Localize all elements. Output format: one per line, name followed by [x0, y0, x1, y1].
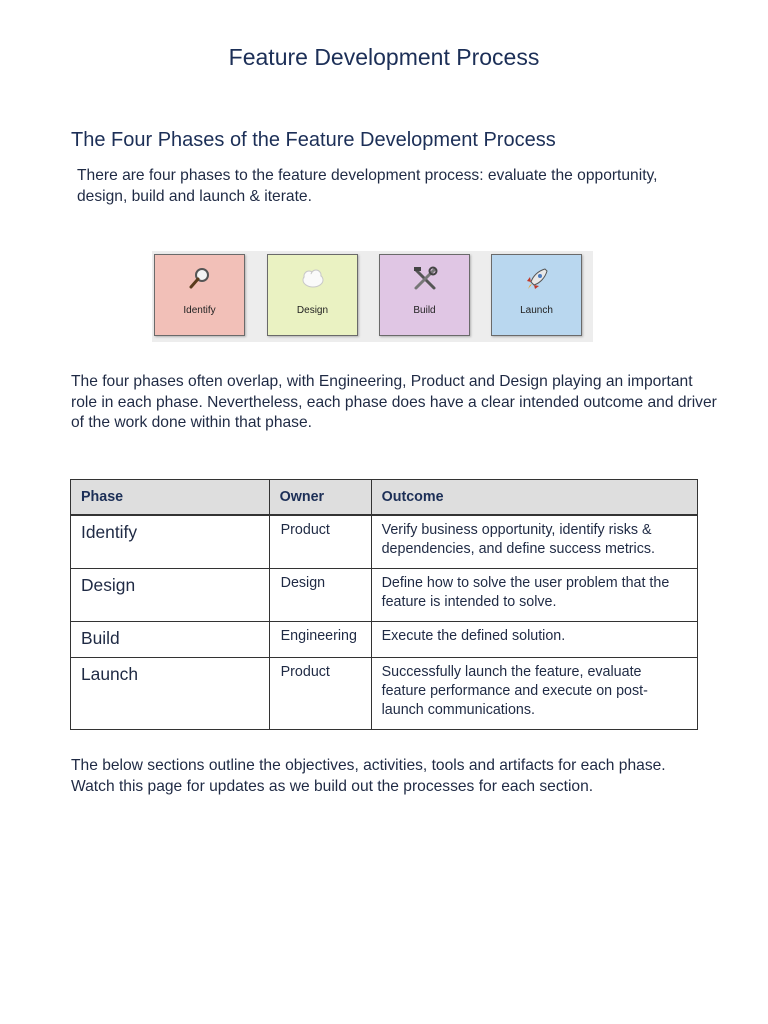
phase-box-launch — [491, 254, 582, 336]
column-header-outcome: Outcome — [371, 480, 697, 516]
cell-owner: Engineering — [269, 621, 371, 657]
overlap-paragraph: The four phases often overlap, with Engineering, Product and Design playing an important role in each phase. Nevertheless, each phase does have a clear intended outcome and driver of the work done within that phase. — [71, 373, 717, 432]
phase-box-identify — [154, 254, 245, 336]
cell-owner: Design — [269, 568, 371, 621]
cell-phase: Build — [71, 621, 270, 657]
tools-icon — [380, 265, 469, 293]
phase-box-label: Build — [413, 305, 436, 316]
table-row — [71, 621, 698, 657]
phase-diagram — [152, 251, 593, 342]
intro-paragraph: There are four phases to the feature development process: evaluate the opportunity, design, build and launch & iterate. — [77, 167, 658, 205]
phase-box-design — [267, 254, 358, 336]
cell-outcome: Define how to solve the user problem that the feature is intended to solve. — [371, 568, 697, 621]
table-row — [71, 657, 698, 729]
table-header-row — [71, 480, 698, 516]
cell-owner: Product — [269, 515, 371, 568]
table-row — [71, 568, 698, 621]
cell-phase: Launch — [71, 657, 270, 729]
phase-box-label: Launch — [520, 305, 553, 316]
cell-outcome: Verify business opportunity, identify risks & dependencies, and define success metrics. — [371, 515, 697, 568]
page-title: Feature Development Process — [228, 44, 540, 70]
column-header-phase: Phase — [71, 480, 270, 516]
table-row — [71, 515, 698, 568]
phases-table — [70, 479, 698, 730]
phase-box-build — [379, 254, 470, 336]
magnifier-icon — [155, 265, 244, 293]
section-heading: The Four Phases of the Feature Development Process — [71, 129, 556, 151]
cloud-icon — [268, 265, 357, 293]
cell-outcome: Successfully launch the feature, evaluate feature performance and execute on post-launch communications. — [371, 657, 697, 729]
cell-phase: Identify — [71, 515, 270, 568]
cell-phase: Design — [71, 568, 270, 621]
column-header-owner: Owner — [269, 480, 371, 516]
closing-paragraph: The below sections outline the objectives, activities, tools and artifacts for each phase. Watch this page for updates as we build out the processes for each section. — [71, 757, 666, 795]
rocket-icon — [492, 265, 581, 293]
cell-outcome: Execute the defined solution. — [371, 621, 697, 657]
cell-owner: Product — [269, 657, 371, 729]
phase-box-label: Design — [296, 305, 329, 316]
phase-box-label: Identify — [183, 305, 216, 316]
